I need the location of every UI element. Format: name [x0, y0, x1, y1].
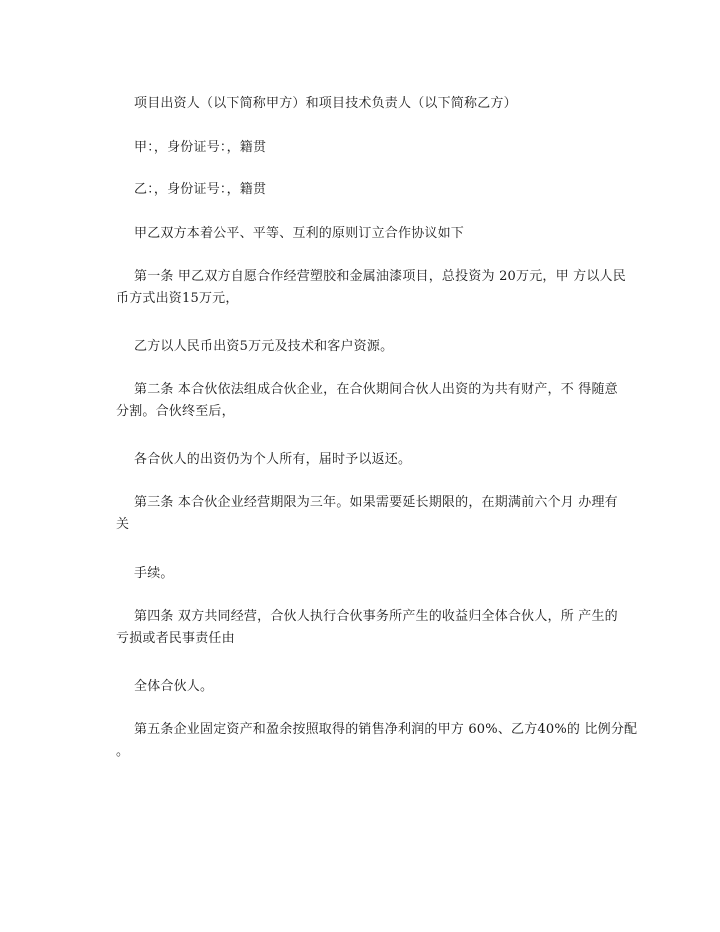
- paragraph-line: 全体合伙人。: [134, 679, 214, 694]
- article-1: [134, 266, 626, 288]
- article-5: [134, 719, 637, 741]
- article-1-continued: [116, 288, 239, 310]
- paragraph-procedures: [134, 563, 174, 585]
- paragraph-party-b: [134, 179, 266, 201]
- paragraph-line: 第二条 本合伙依法组成合伙企业，在合伙期间合伙人出资的为共有财产，不 得随意: [134, 382, 618, 397]
- paragraph-line: 甲乙双方本着公平、平等、互利的原则订立合作协议如下: [134, 226, 465, 241]
- paragraph-all-partners: [134, 676, 213, 698]
- article-3-continued: [116, 514, 129, 536]
- paragraph-line: 各合伙人的出资仍为个人所有，届时予以返还。: [134, 452, 412, 467]
- paragraph-line: 分割。合伙终至后，: [116, 404, 235, 419]
- paragraph-line: 亏损或者民事责任由: [116, 631, 235, 646]
- paragraph-party-a: [134, 137, 266, 159]
- article-5-continued: [116, 741, 129, 763]
- paragraph-line: 乙方以人民币出资5万元及技术和客户资源。: [134, 339, 394, 354]
- article-4: [134, 606, 618, 628]
- paragraph-line: 乙：，身份证号：，籍贯: [134, 182, 267, 197]
- paragraph-line: 。: [116, 744, 130, 759]
- paragraph-line: 甲：，身份证号：，籍贯: [134, 140, 267, 155]
- paragraph-line: 项目出资人（以下简称甲方）和项目技术负责人（以下简称乙方）: [134, 96, 517, 111]
- article-2: [134, 379, 618, 401]
- paragraph-line: 第五条企业固定资产和盈余按照取得的销售净利润的甲方 60%、乙方40%的 比例分配: [134, 722, 638, 737]
- paragraph-line: 手续。: [134, 566, 174, 581]
- article-3: [134, 492, 618, 514]
- paragraph-intro: [134, 223, 464, 245]
- paragraph-contribution-return: [134, 449, 411, 471]
- paragraph-line: 第三条 本合伙企业经营期限为三年。如果需要延长期限的，在期满前六个月 办理有: [134, 495, 618, 510]
- paragraph-parties: [134, 93, 517, 115]
- paragraph-line: 第一条 甲乙双方自愿合作经营塑胶和金属油漆项目，总投资为 20万元，甲 方以人民: [134, 269, 626, 284]
- article-2-continued: [116, 401, 235, 423]
- paragraph-b-investment: [134, 336, 393, 358]
- paragraph-line: 关: [116, 517, 130, 532]
- article-4-continued: [116, 628, 235, 650]
- paragraph-line: 第四条 双方共同经营，合伙人执行合伙事务所产生的收益归全体合伙人，所 产生的: [134, 609, 618, 624]
- paragraph-line: 币方式出资15万元，: [116, 291, 239, 306]
